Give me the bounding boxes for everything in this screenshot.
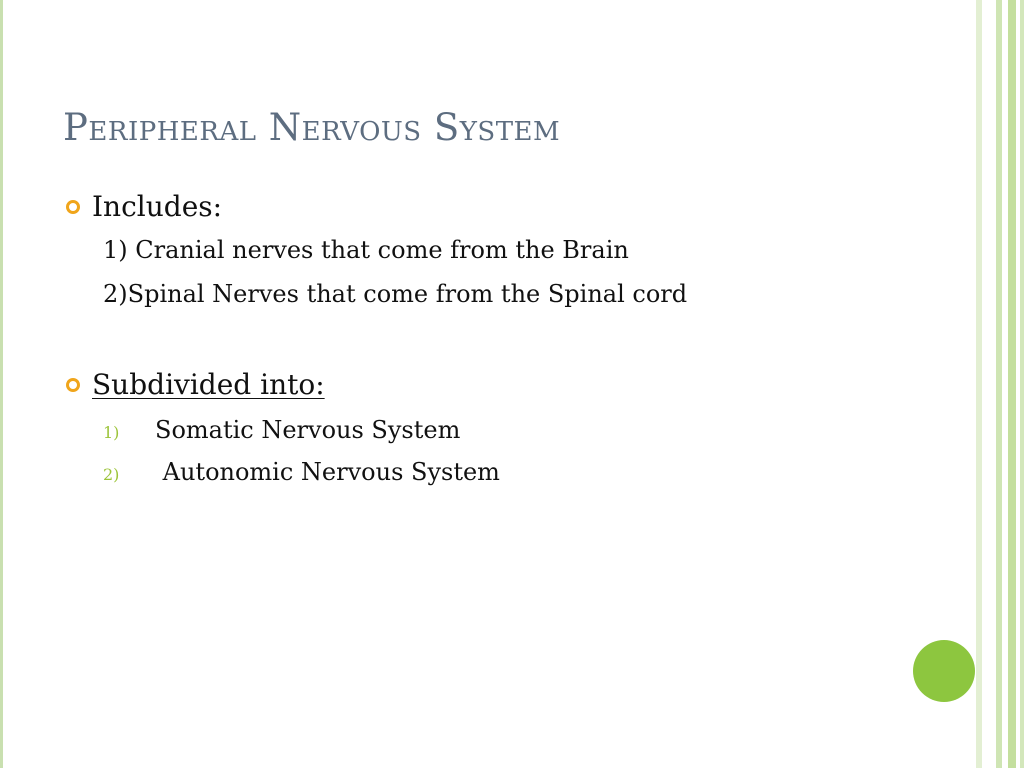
bullet-ring-icon <box>66 378 80 392</box>
right-bar-3 <box>1008 0 1016 768</box>
right-decorative-bars <box>976 0 1024 768</box>
bullet-ring-icon <box>66 200 80 214</box>
green-circle-decoration <box>913 640 975 702</box>
number-marker: 2) <box>103 465 120 484</box>
bullet-includes <box>66 190 222 223</box>
left-border-line <box>0 0 3 768</box>
numbered-item-text: Autonomic Nervous System <box>155 458 500 486</box>
bullet-label-subdivided: Subdivided into: <box>92 368 325 401</box>
right-bar-4 <box>1020 0 1024 768</box>
slide-title: Peripheral Nervous System <box>63 106 561 149</box>
number-marker: 1) <box>103 423 120 442</box>
sub-line-cranial: 1) Cranial nerves that come from the Brain <box>103 236 629 264</box>
sub-line-spinal: 2)Spinal Nerves that come from the Spinal cord <box>103 280 688 308</box>
numbered-item-text: Somatic Nervous System <box>155 416 461 444</box>
numbered-item-autonomic <box>103 458 500 486</box>
right-bar-gap-1 <box>982 0 996 768</box>
numbered-item-somatic <box>103 416 460 444</box>
bullet-label-includes: Includes: <box>92 190 223 223</box>
bullet-subdivided <box>66 368 325 401</box>
